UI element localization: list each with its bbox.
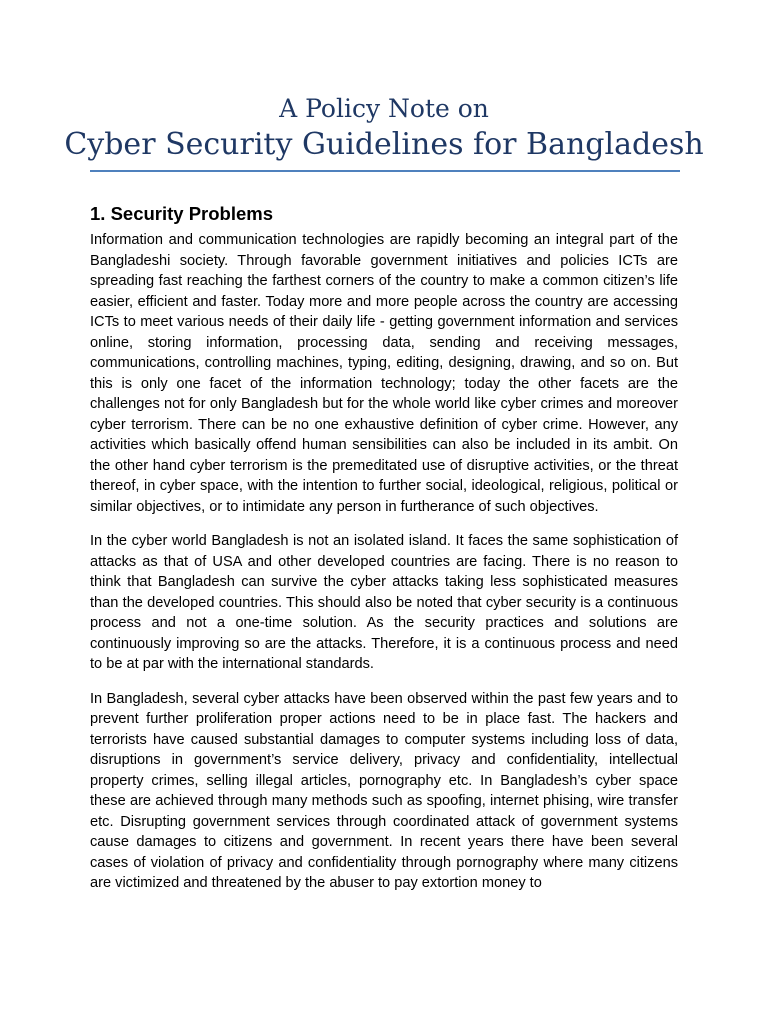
- document-title: Cyber Security Guidelines for Bangladesh: [64, 127, 704, 162]
- body-paragraph-1: Information and communication technologies are rapidly becoming an integral part of the Bangladeshi society. Through favorable government initiatives and policies ICTs are spreading fast reaching the farthest corners of the country to make a common citizen’s life easier, efficient and faster. Today more and more people across the country are accessing ICTs to meet various needs of their daily life - getting government information and services online, storing information, processing data, sending and receiving messages, communications, controlling machines, typing, editing, designing, drawing, and so on. But this is only one facet of the information technology; today the other facets are the challenges not for only Bangladesh but for the whole world like cyber crimes and moreover cyber terrorism. There can be no one exhaustive definition of cyber crime. However, any activities which basically offend human sensibilities can also be included in its ambit. On the other hand cyber terrorism is the premeditated use of disruptive activities, or the threat thereof, in cyber space, with the intention to further social, ideological, religious, political or similar objectives, or to intimidate any person in furtherance of such objectives.: [90, 232, 678, 515]
- title-underline-divider: [90, 170, 680, 172]
- section-body: [90, 230, 678, 908]
- document-subtitle: A Policy Note on: [279, 94, 489, 123]
- body-paragraph-2: In the cyber world Bangladesh is not an isolated island. It faces the same sophistication of attacks as that of USA and other developed countries are facing. There is no reason to think that Bangladesh can survive the cyber attacks taking less sophisticated measures than the developed countries. This should also be noted that cyber security is a continuous process and not a one-time solution. As the security practices and solutions are continuously improving so are the attacks. Therefore, it is a continuous process and need to be at par with the international standards.: [90, 533, 678, 672]
- body-paragraph-3: In Bangladesh, several cyber attacks have been observed within the past few years and to prevent further proliferation proper actions need to be in place fast. The hackers and terrorists have caused substantial damages to computer systems including loss of data, disruptions in government’s service delivery, privacy and confidentiality, intellectual property crimes, selling illegal articles, pornography etc. In Bangladesh’s cyber space these are achieved through many methods such as spoofing, internet phising, wire transfer etc. Disrupting government services through coordinated attack of government systems cause damages to citizens and government. In recent years there have been several cases of violation of privacy and confidentiality through pornography where many citizens are victimized and threatened by the abuser to pay extortion money to: [90, 690, 678, 891]
- section-heading: 1. Security Problems: [90, 203, 274, 224]
